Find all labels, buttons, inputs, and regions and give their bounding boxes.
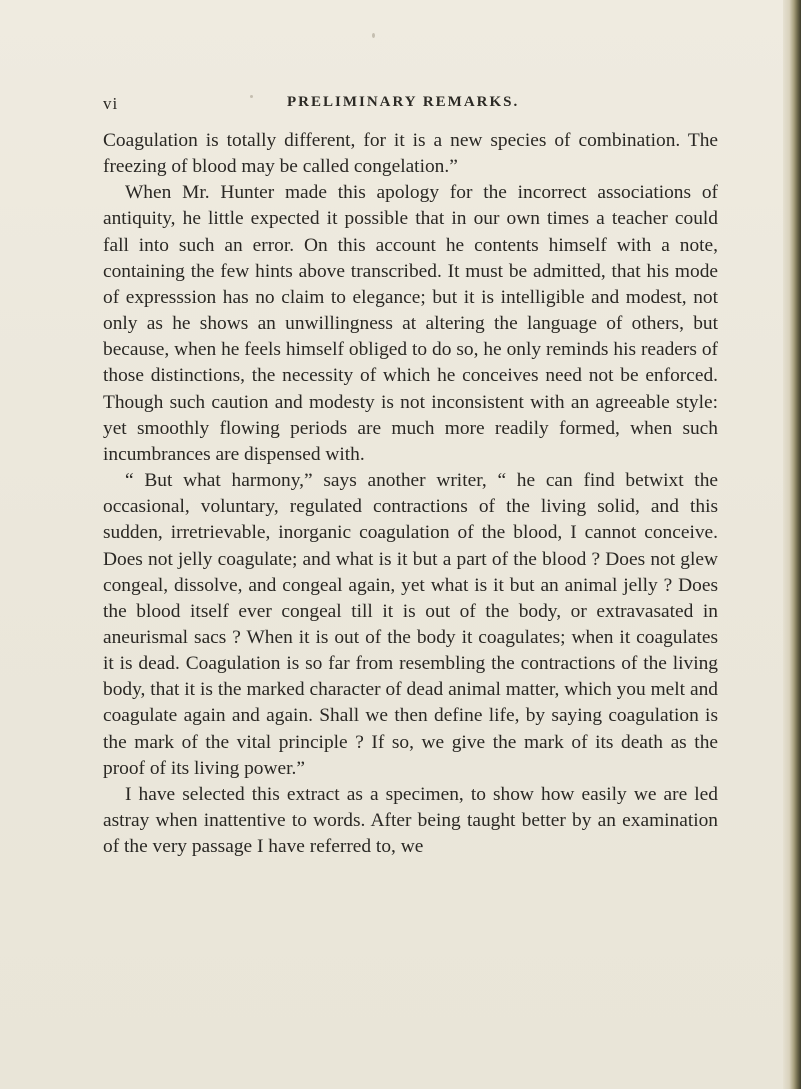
page-number: vi	[103, 94, 119, 113]
page-edge-shadow	[783, 0, 801, 1089]
running-head: PRELIMINARY REMARKS.	[287, 94, 520, 110]
paragraph: Coagulation is totally different, for it is a new species of combination. The freezing of blood may be called congelation.”	[103, 130, 718, 178]
paragraph: “ But what harmony,” says another writer, “ he can find betwixt the occasional, voluntary, regulated contractions of the living solid, and this sudden, irretrievable, inorganic coagulation of the blood, I cannot conceive. Does not jelly coagulate; and what is it but a part of the blood ? Does not glew congeal, dissolve, and congeal again, yet what is it but an animal jelly ? Does the blood itself ever congeal till it is out of the body, or extravasated in aneurismal sacs ? When it is out of the body it coagulates; when it coagulates it is dead. Coagulation is so far from resembling the contractions of the living body, that it is the marked character of dead animal matter, which you melt and coagulate again and again. Shall we then define life, by saying coagulation is the mark of the vital principle ? If so, we give the mark of its death as the proof of its living power.”	[103, 470, 718, 779]
paragraph: I have selected this extract as a specimen, to show how easily we are led astray when inattentive to words. After being taught better by an examination of the very passage I have referred to, we	[103, 783, 718, 858]
ink-speck	[372, 33, 375, 38]
page-header	[0, 94, 801, 118]
paragraph: When Mr. Hunter made this apology for the incorrect associations of antiquity, he little expected it possible that in our own times a teacher could fall into such an error. On this account he contents himself with a note, containing the few hints above transcribed. It must be admitted, that his mode of expresssion has no claim to elegance; but it is intelligible and modest, not only as he shows an unwillingness at altering the language of others, but because, when he feels himself obliged to do so, he only reminds his readers of those distinctions, the necessity of which he conceives need not be enforced. Though such caution and modesty is not inconsistent with an agreeable style: yet smoothly flowing periods are much more readily formed, when such incumbrances are dispensed with.	[103, 182, 718, 465]
body-text	[103, 128, 718, 860]
